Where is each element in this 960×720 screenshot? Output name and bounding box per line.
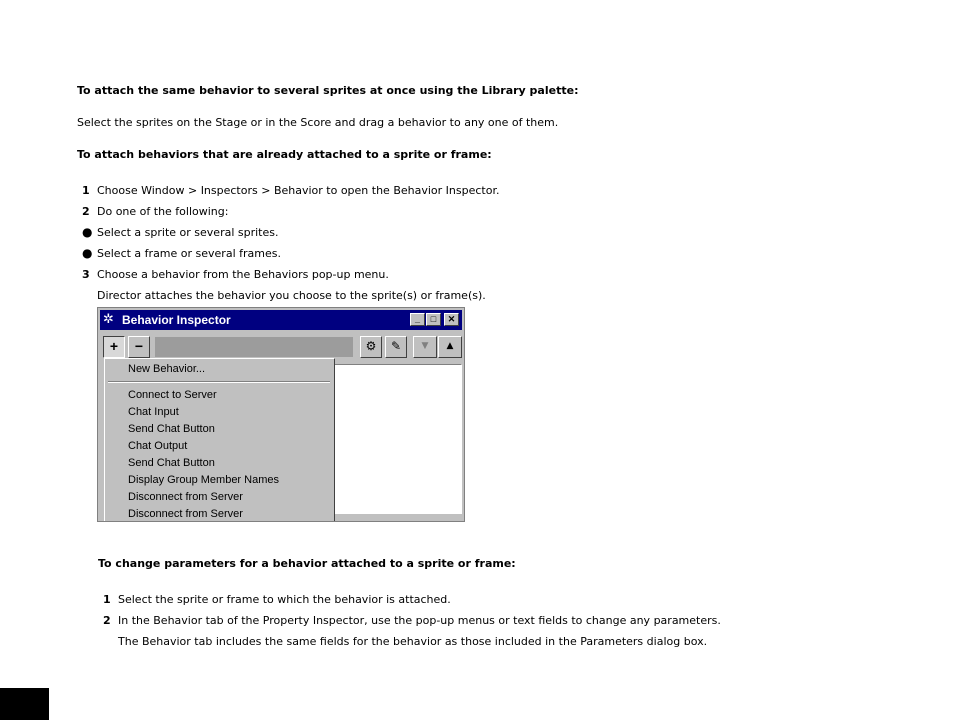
menu-item-new-behavior[interactable]: New Behavior... <box>128 363 206 375</box>
step-number: 2 <box>103 614 111 627</box>
step-text: Select the sprite or frame to which the behavior is attached. <box>118 593 451 606</box>
step-number: 2 <box>82 205 90 218</box>
step-text: Choose Window > Inspectors > Behavior to open the Behavior Inspector. <box>97 184 500 197</box>
step-number: 1 <box>82 184 90 197</box>
step-text: In the Behavior tab of the Property Inspector, use the pop-up menus or text fields to change any parameters. <box>118 614 721 627</box>
move-up-button[interactable]: ▲ <box>438 336 462 358</box>
bullet-icon: ● <box>82 225 93 239</box>
script-window-icon[interactable]: ✎ <box>385 336 407 358</box>
section-heading-attached: To attach behaviors that are already attached to a sprite or frame: <box>77 148 492 161</box>
menu-separator <box>108 381 330 383</box>
menu-item[interactable]: Chat Input <box>128 406 179 418</box>
menu-item[interactable]: Disconnect from Server <box>128 508 243 520</box>
maximize-button[interactable]: □ <box>426 313 441 326</box>
close-button[interactable]: ✕ <box>444 313 459 326</box>
add-behavior-button[interactable]: + <box>103 336 125 358</box>
menu-item[interactable]: Send Chat Button <box>128 423 215 435</box>
step-number: 1 <box>103 593 111 606</box>
bullet-text: Select a frame or several frames. <box>97 247 281 260</box>
title-bar[interactable] <box>100 310 462 330</box>
menu-item[interactable]: Display Group Member Names <box>128 474 279 486</box>
minimize-button[interactable]: _ <box>410 313 425 326</box>
step-number: 3 <box>82 268 90 281</box>
menu-item[interactable]: Chat Output <box>128 440 188 452</box>
step-text: Do one of the following: <box>97 205 229 218</box>
section-heading-parameters: To change parameters for a behavior attached to a sprite or frame: <box>98 557 516 570</box>
remove-behavior-button[interactable]: − <box>128 336 150 358</box>
step-note: The Behavior tab includes the same fields for the behavior as those included in the Parameters dialog box. <box>118 635 708 648</box>
menu-item[interactable]: Disconnect from Server <box>128 491 243 503</box>
behavior-list-field[interactable] <box>155 337 353 357</box>
gear-icon: ✲ <box>103 312 114 327</box>
section-heading-library: To attach the same behavior to several sprites at once using the Library palette: <box>77 84 579 97</box>
paragraph-library: Select the sprites on the Stage or in the Score and drag a behavior to any one of them. <box>77 116 559 129</box>
page-corner-block <box>0 688 49 720</box>
parameters-icon[interactable]: ⚙ <box>360 336 382 358</box>
menu-item[interactable]: Send Chat Button <box>128 457 215 469</box>
behaviors-popup-menu <box>104 358 335 522</box>
behavior-inspector-window <box>97 307 465 522</box>
move-down-button[interactable]: ▼ <box>413 336 437 358</box>
menu-item[interactable]: Connect to Server <box>128 389 217 401</box>
behavior-list-pane[interactable] <box>334 364 462 514</box>
bullet-text: Select a sprite or several sprites. <box>97 226 279 239</box>
bullet-icon: ● <box>82 246 93 260</box>
step-note: Director attaches the behavior you choose to the sprite(s) or frame(s). <box>97 289 486 302</box>
window-title: Behavior Inspector <box>122 313 231 327</box>
step-text: Choose a behavior from the Behaviors pop-up menu. <box>97 268 389 281</box>
